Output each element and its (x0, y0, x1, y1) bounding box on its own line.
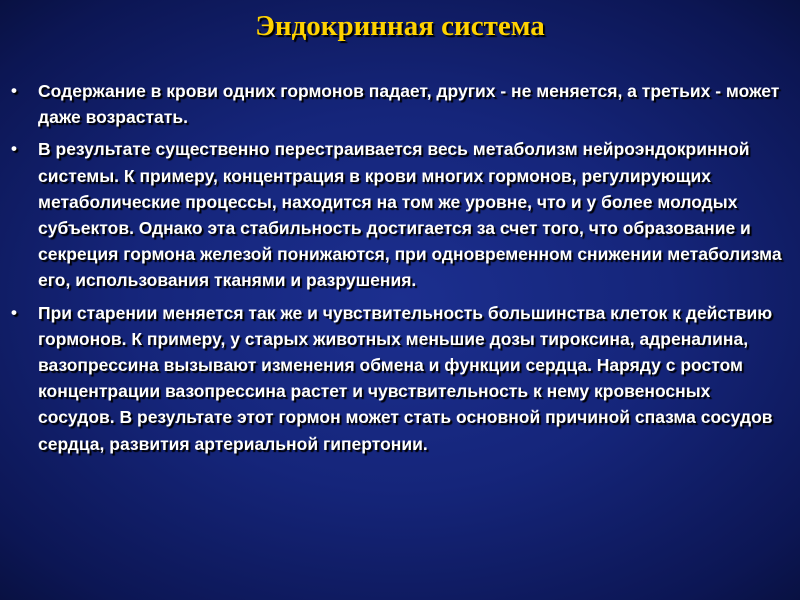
bullet-text: При старении меняется так же и чувствительность большинства клеток к действию гормонов. К примеру, у старых животных меньшие дозы тироксина, адреналина, вазопрессина вызывают изменения обмена и функции сердца. Наряду с ростом концентрации вазопрессина растет и чувствительность к нему кровеносных сосудов. В результате этот гормон может стать основной причиной спазма сосудов сердца, развития артериальной гипертонии. (38, 302, 773, 454)
bullet-icon: • (11, 81, 17, 100)
slide-title: Эндокринная система (255, 10, 545, 42)
bullet-item (8, 300, 788, 457)
bullet-list (8, 78, 788, 463)
bullet-item (8, 78, 788, 130)
bullet-icon: • (11, 139, 17, 159)
bullet-item (8, 136, 788, 293)
bullet-text: Содержание в крови одних гормонов падает, других - не меняется, а третьих - может даже возрастать. (38, 81, 780, 128)
bullet-icon: • (11, 302, 17, 322)
bullet-text: В результате существенно перестраивается весь метаболизм нейроэндокринной системы. К примеру, концентрация в крови многих гормонов, регулирующих метаболические процессы, находится на том же уровне, что и у более молодых субъектов. Однако эта стабильность достигается за счет того, что образование и секреция гормона железой понижаются, при одновременном снижении метаболизма его, использования тканями и разрушения. (38, 139, 782, 291)
